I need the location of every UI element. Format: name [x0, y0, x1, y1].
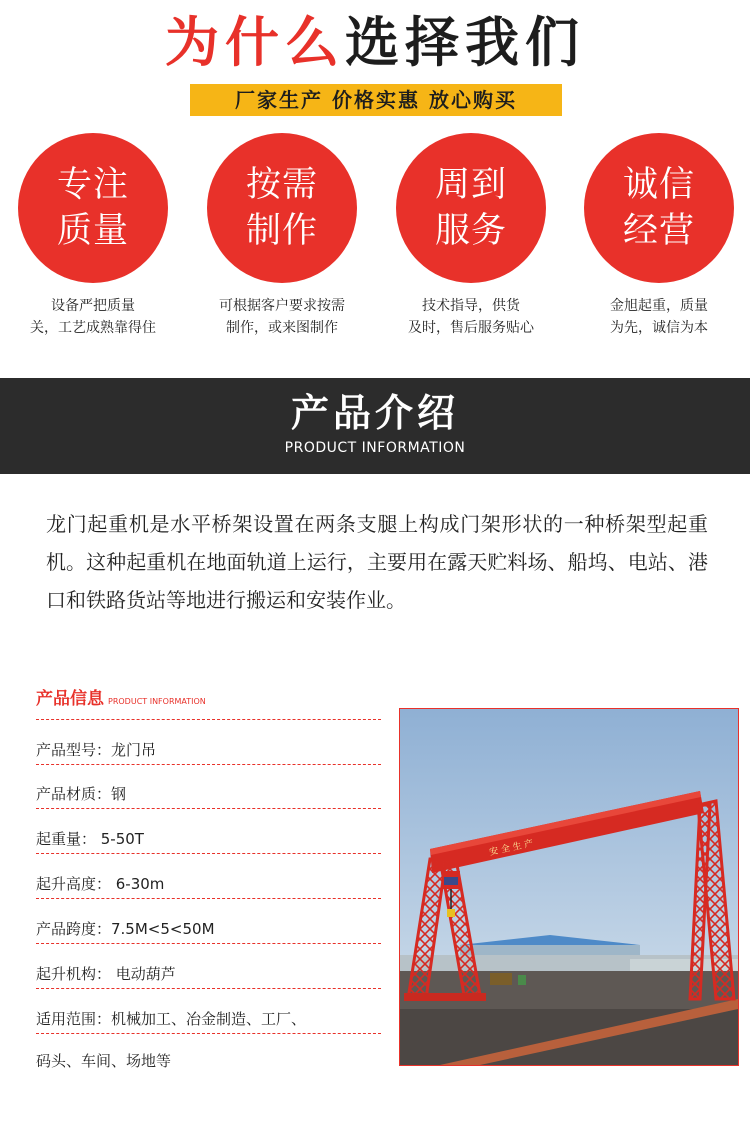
gantry-crane-photo [399, 708, 739, 1066]
feature-title-line1: 按需 [245, 165, 318, 205]
feature-title-line2: 制作 [245, 211, 318, 251]
feature-circle [396, 133, 546, 283]
feature-circle [18, 133, 168, 283]
intro-paragraph: 龙门起重机是水平桥架设置在两条支腿上构成门架形状的一种桥架型起重机。这种起重机在地面轨道上运行，主要用在露天贮料场、船坞、电站、港口和铁路货站等地进行搬运和安装作业。 [46, 512, 708, 612]
feature-title-line2: 质量 [56, 211, 129, 251]
feature-circle [584, 133, 734, 283]
feature-title-line1: 诚信 [622, 165, 695, 205]
feature-title-line2: 服务 [434, 211, 507, 251]
info-row-model: 产品型号：龙门吊 [36, 719, 381, 765]
product-info-heading [36, 684, 206, 709]
feature-circle [207, 133, 357, 283]
slogan-bar: 厂家生产 价格实惠 放心购买 [190, 84, 562, 116]
banner-title: 产品介绍 [290, 391, 459, 435]
feature-desc-line1: 可根据客户要求按需 [219, 298, 345, 314]
product-info-title: 产品信息 [36, 689, 104, 709]
feature-desc-line2: 制作，或来图制作 [226, 320, 338, 336]
page-title [0, 8, 750, 78]
info-row-hoist: 起升机构： 电动葫芦 [36, 944, 381, 989]
product-intro-banner [0, 378, 750, 474]
info-row-application: 适用范围：机械加工、冶金制造、工厂、 [36, 989, 381, 1034]
feature-title-line1: 专注 [56, 165, 129, 205]
feature-desc-line2: 及时，售后服务贴心 [408, 320, 534, 336]
feature-description [566, 295, 750, 339]
info-row-capacity: 起重量： 5-50T [36, 809, 381, 854]
info-row-material: 产品材质：钢 [36, 764, 381, 809]
feature-custom [189, 133, 375, 339]
feature-title-line1: 周到 [434, 165, 507, 205]
info-row-span: 产品跨度：7.5M<5<50M [36, 899, 381, 944]
feature-desc-line1: 设备严把质量 [51, 298, 135, 314]
title-dark-part: 选择我们 [345, 11, 585, 74]
info-row-application-cont: 码头、车间、场地等 [36, 1052, 172, 1070]
feature-desc-line2: 为先，诚信为本 [610, 320, 708, 336]
info-row-lift-height: 起升高度： 6-30m [36, 854, 381, 899]
product-info-title-en: PRODUCT INFORMATION [108, 697, 206, 706]
feature-desc-line1: 金旭起重，质量 [610, 298, 708, 314]
feature-integrity [566, 133, 750, 339]
feature-service [378, 133, 564, 339]
feature-description [189, 295, 375, 339]
feature-desc-line1: 技术指导，供货 [422, 298, 520, 314]
beam-slogan-text: 安 全 生 产 [488, 838, 535, 858]
feature-title-line2: 经营 [622, 211, 695, 251]
banner-subtitle: PRODUCT INFORMATION [284, 440, 466, 456]
feature-description [378, 295, 564, 339]
feature-quality [0, 133, 186, 339]
feature-description [0, 295, 186, 339]
gantry-crane-illustration [400, 709, 738, 1065]
title-red-part: 为什么 [165, 11, 345, 74]
feature-desc-line2: 关，工艺成熟靠得住 [30, 320, 156, 336]
